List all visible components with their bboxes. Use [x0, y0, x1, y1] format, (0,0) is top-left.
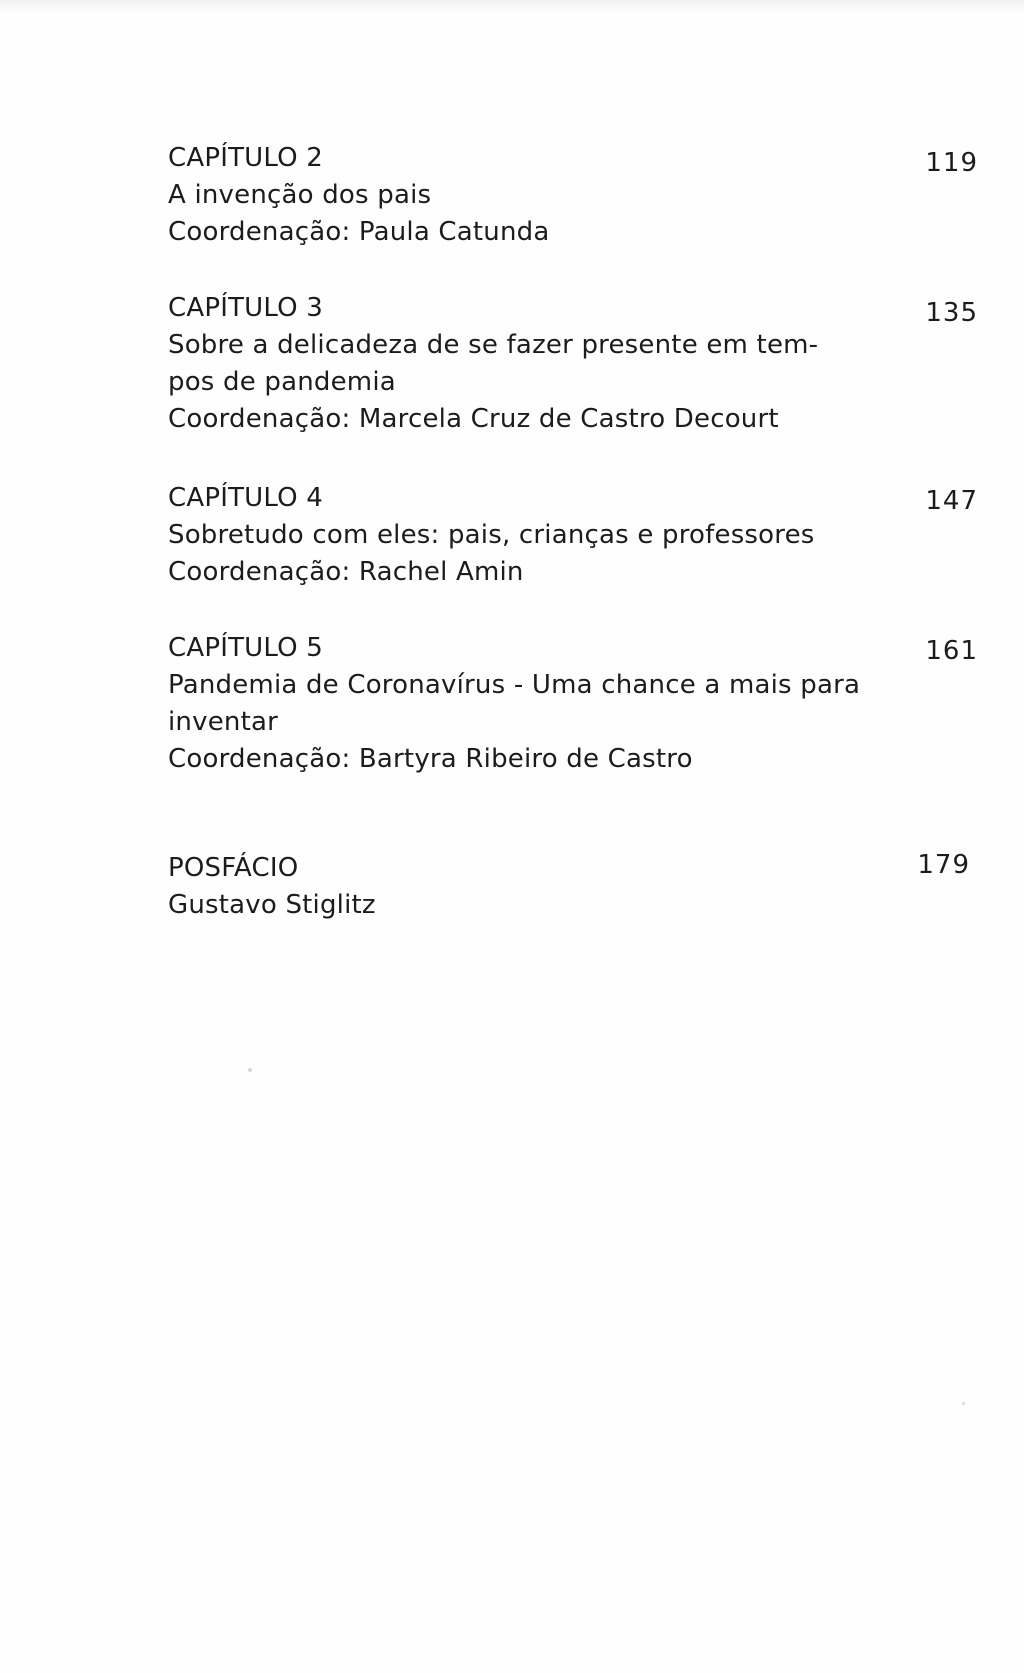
chapter-title: A invenção dos pais — [168, 180, 432, 210]
chapter-coordination: Coordenação: Paula Catunda — [168, 217, 550, 247]
toc-entry-chapter-2 — [168, 140, 978, 251]
toc-entry-chapter-4 — [168, 480, 978, 591]
chapter-title: Sobretudo com eles: pais, crianças e professores — [168, 520, 815, 550]
chapter-title: Sobre a delicadeza de se fazer presente em tem- — [168, 330, 819, 360]
page-number: 119 — [925, 148, 978, 178]
section-heading: POSFÁCIO — [168, 853, 299, 883]
section-author: Gustavo Stiglitz — [168, 890, 376, 920]
page-number: 147 — [925, 486, 978, 516]
chapter-coordination: Coordenação: Rachel Amin — [168, 557, 524, 587]
chapter-heading: CAPÍTULO 5 — [168, 633, 324, 663]
paper-speck — [248, 1068, 252, 1072]
chapter-title: Pandemia de Coronavírus - Uma chance a mais para — [168, 670, 861, 700]
chapter-heading: CAPÍTULO 2 — [168, 143, 324, 173]
chapter-coordination: Coordenação: Marcela Cruz de Castro Decourt — [168, 404, 779, 434]
toc-entry-chapter-3 — [168, 290, 978, 438]
scan-edge — [0, 0, 1024, 14]
page-number: 135 — [925, 298, 978, 328]
page-number: 161 — [925, 636, 978, 666]
chapter-title-continued: inventar — [168, 707, 278, 737]
toc-entry-chapter-5 — [168, 630, 978, 778]
page-number: 179 — [917, 850, 970, 880]
chapter-coordination: Coordenação: Bartyra Ribeiro de Castro — [168, 744, 693, 774]
toc-entry-postface — [168, 850, 978, 924]
chapter-heading: CAPÍTULO 4 — [168, 483, 324, 513]
chapter-title-continued: pos de pandemia — [168, 367, 396, 397]
paper-speck — [962, 1402, 965, 1405]
chapter-heading: CAPÍTULO 3 — [168, 293, 324, 323]
